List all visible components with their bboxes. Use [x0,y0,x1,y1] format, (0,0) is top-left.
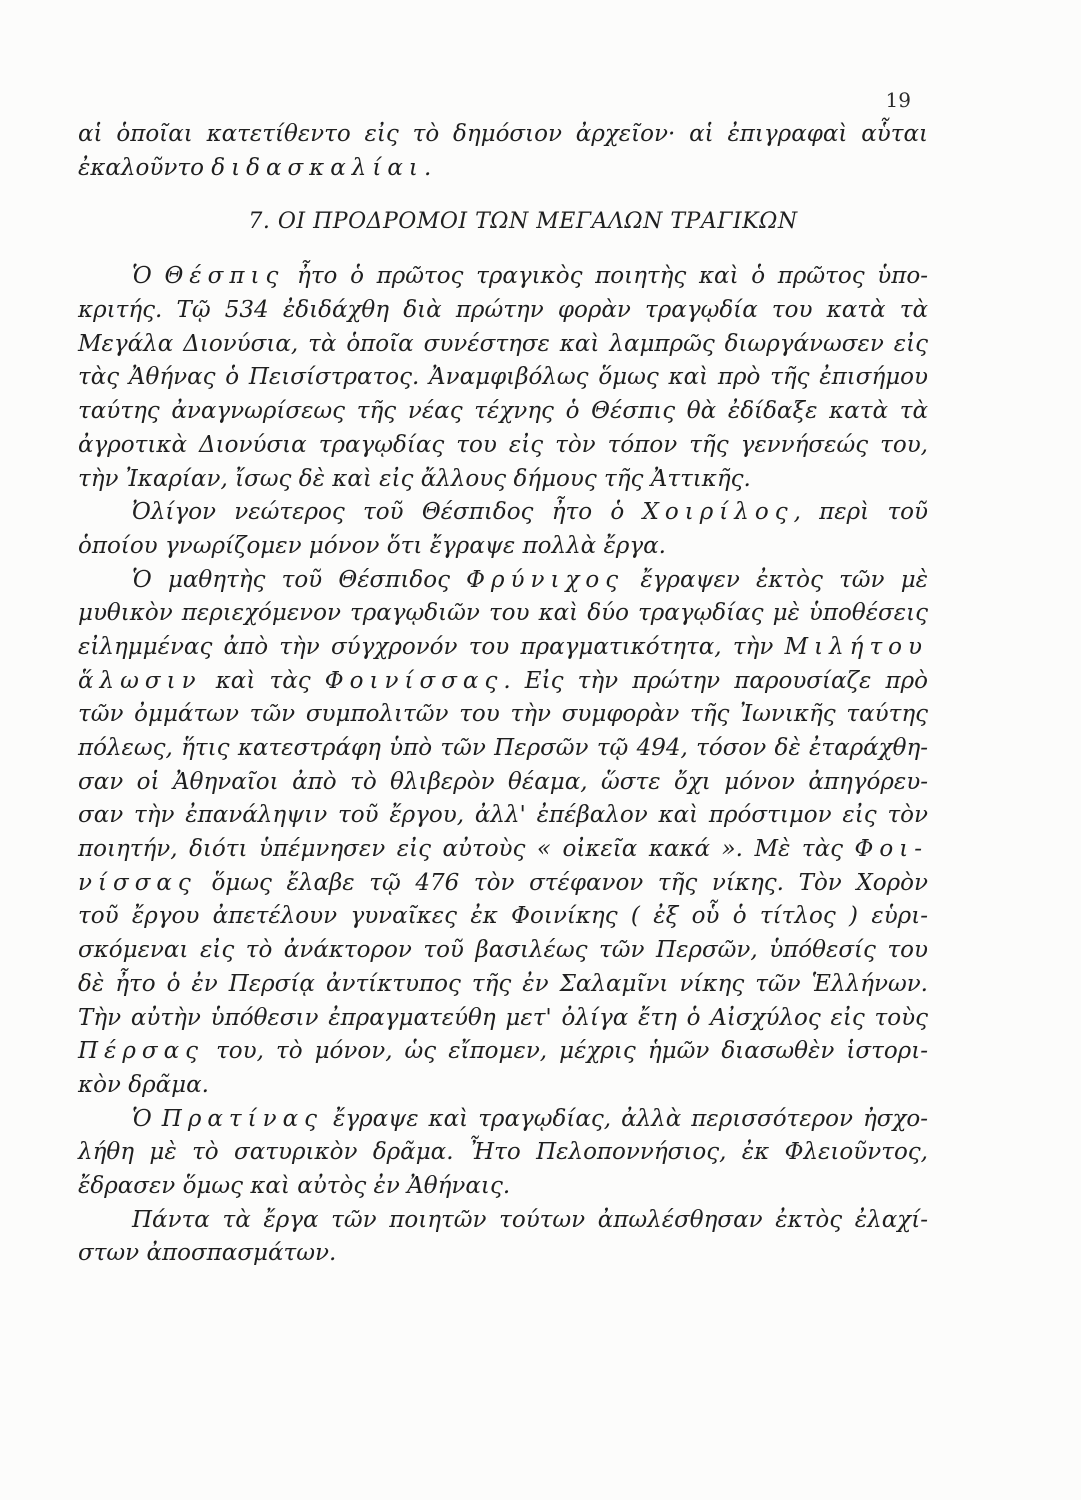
text-line: ἀγροτικὰ Διονύσια τραγῳδίας του εἰς τὸν τόπον τῆς γεννήσεώς του, [78,431,928,458]
spaced-term: ἅλωσιν [78,667,202,694]
text-line: εἰλημμένας ἀπὸ τὴν σύγχρονόν του πραγματικότητα, τὴν Μιλήτου [78,633,928,660]
text-line: σαν τὴν ἐπανάληψιν τοῦ ἔργου, ἀλλ' ἐπέβαλον καὶ πρόστιμον εἰς τὸν [78,802,928,829]
spaced-term: Πέρσας [78,1038,205,1065]
page-number: 19 [885,88,911,112]
text-line: κριτής. Τῷ 534 ἐδιδάχθη διὰ πρώτην φορὰν τραγῳδία του κατὰ τὰ [78,297,928,324]
spaced-term: Πρατίνας [161,1105,324,1132]
text-line: τὰς Ἀθήνας ὁ Πεισίστρατος. Ἀναμφιβόλως ὅμως καὶ πρὸ τῆς ἐπισήμου [78,364,928,391]
text-line: κὸν δρᾶμα. [78,1071,209,1098]
text-line: ποιητήν, διότι ὑπέμνησεν εἰς αὐτοὺς « οἰκεῖα κακά ». Μὲ τὰς Φοι- [78,836,928,863]
text-line: Πέρσας του, τὸ μόνον, ὡς εἴπομεν, μέχρις ἡμῶν διασωθὲν ἱστορι- [78,1038,928,1065]
text-line: μυθικὸν περιεχόμενον τραγῳδιῶν του καὶ δύο τραγῳδίας μὲ ὑποθέσεις [78,600,928,627]
text-line: νίσσας ὅμως ἔλαβε τῷ 476 τὸν στέφανον τῆς νίκης. Τὸν Χορὸν [78,869,928,896]
section-heading: 7. ΟΙ ΠΡΟΔΡΟΜΟΙ ΤΩΝ ΜΕΓΑΛΩΝ ΤΡΑΓΙΚΩΝ [248,209,798,235]
text-line: στων ἀποσπασμάτων. [78,1240,337,1267]
spaced-term: Μιλήτου [784,633,928,660]
text-line: Πάντα τὰ ἔργα τῶν ποιητῶν τούτων ἀπωλέσθησαν ἐκτὸς ἐλαχί- [132,1206,928,1233]
text-line: αἱ ὁποῖαι κατετίθεντο εἰς τὸ δημόσιον ἀρχεῖον· αἱ ἐπιγραφαὶ αὗται [78,121,928,147]
spaced-term: Φοι- [854,836,928,863]
text-line: σκόμεναι εἰς τὸ ἀνάκτορον τοῦ βασιλέως τῶν Περσῶν, ὑπόθεσίς του [78,937,928,964]
text-line: Μεγάλα Διονύσια, τὰ ὁποῖα συνέστησε καὶ λαμπρῶς διωργάνωσεν εἰς [78,330,928,357]
spaced-term: Χοιρίλος [642,499,794,526]
text-line: ἐκαλοῦντο διδασκαλίαι. [78,154,438,181]
text-line: ἅλωσιν καὶ τὰς Φοινίσσας. Εἰς τὴν πρώτην παρουσίαζε πρὸ [78,667,928,694]
spaced-term: διδασκαλίαι. [211,154,438,181]
text-line: Ὁ Πρατίνας ἔγραψε καὶ τραγῳδίας, ἀλλὰ περισσότερον ἠσχο- [132,1105,928,1132]
spaced-term: Θέσπις [164,263,285,290]
body-text [78,118,928,1271]
text-line: τοῦ ἔργου ἀπετέλουν γυναῖκες ἐκ Φοινίκης ( ἐξ οὗ ὁ τίτλος ) εὑρι- [78,903,928,930]
text-line: Ὁ Θέσπις ἦτο ὁ πρῶτος τραγικὸς ποιητὴς καὶ ὁ πρῶτος ὑπο- [132,263,929,290]
text-line: ἔδρασεν ὅμως καὶ αὐτὸς ἐν Ἀθήναις. [78,1172,511,1199]
spaced-term: Φοινίσσας [324,667,504,694]
text-line: Ὀλίγον νεώτερος τοῦ Θέσπιδος ἦτο ὁ Χοιρίλος, περὶ τοῦ [132,499,929,526]
text-line: τῶν ὀμμάτων τῶν συμπολιτῶν του τὴν συμφορὰν τῆς Ἰωνικῆς ταύτης [78,701,928,728]
spaced-term: νίσσας [78,869,197,896]
text-line: πόλεως, ἥτις κατεστράφη ὑπὸ τῶν Περσῶν τῷ 494, τόσον δὲ ἐταράχθη- [78,735,928,761]
text-line: λήθη μὲ τὸ σατυρικὸν δρᾶμα. Ἦτο Πελοποννήσιος, ἐκ Φλειοῦντος, [78,1139,928,1166]
text-line: ὁποίου γνωρίζομεν μόνον ὅτι ἔγραψε πολλὰ ἔργα. [78,532,666,559]
text-line: ταύτης ἀναγνωρίσεως τῆς νέας τέχνης ὁ Θέσπις θὰ ἐδίδαξε κατὰ τὰ [78,398,928,425]
text-line: σαν οἱ Ἀθηναῖοι ἀπὸ τὸ θλιβερὸν θέαμα, ὥστε ὄχι μόνον ἀπηγόρευ- [78,768,928,795]
text-line: δὲ ἦτο ὁ ἐν Περσίᾳ ἀντίκτυπος τῆς ἐν Σαλαμῖνι νίκης τῶν Ἑλλήνων. [78,970,928,997]
text-line: Τὴν αὐτὴν ὑπόθεσιν ἐπραγματεύθη μετ' ὀλίγα ἔτη ὁ Αἰσχύλος εἰς τοὺς [78,1004,928,1031]
text-line: Ὁ μαθητὴς τοῦ Θέσπιδος Φρύνιχος ἔγραψεν ἐκτὸς τῶν μὲ [132,566,928,593]
spaced-term: Φρύνιχος [466,566,625,593]
text-line: τὴν Ἰκαρίαν, ἴσως δὲ καὶ εἰς ἄλλους δήμους τῆς Ἀττικῆς. [78,465,751,492]
